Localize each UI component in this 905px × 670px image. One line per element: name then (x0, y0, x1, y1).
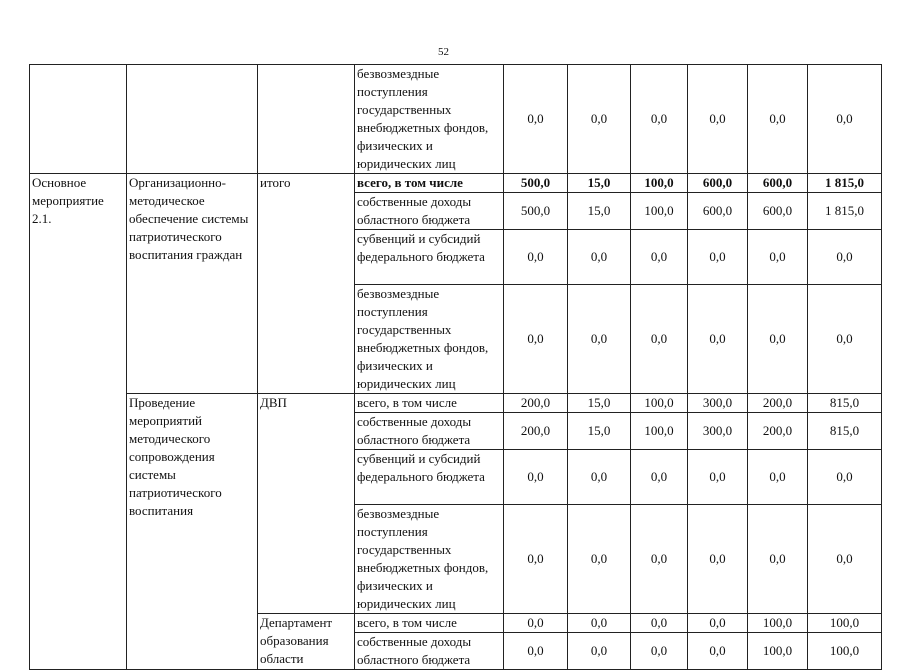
funding-source-cell: собственные доходы областного бюджета (355, 633, 504, 670)
value-cell: 0,0 (688, 450, 748, 505)
value-cell: 100,0 (808, 633, 882, 670)
value-cell: 0,0 (504, 285, 568, 394)
value-cell: 0,0 (568, 230, 631, 285)
continuation-cell-executor (258, 65, 355, 174)
value-cell: 0,0 (748, 230, 808, 285)
value-cell: 600,0 (748, 193, 808, 230)
value-cell: 0,0 (504, 614, 568, 633)
value-cell: 0,0 (568, 65, 631, 174)
table-row (30, 394, 882, 413)
value-cell: 0,0 (688, 285, 748, 394)
value-cell: 0,0 (808, 65, 882, 174)
value-cell: 0,0 (631, 633, 688, 670)
value-cell: 200,0 (504, 413, 568, 450)
value-cell: 815,0 (808, 394, 882, 413)
value-cell: 1 815,0 (808, 174, 882, 193)
value-cell: 1 815,0 (808, 193, 882, 230)
value-cell: 0,0 (688, 65, 748, 174)
value-cell: 200,0 (748, 394, 808, 413)
funding-source-cell: субвенций и субсидий федерального бюджета (355, 450, 504, 505)
value-cell: 0,0 (748, 505, 808, 614)
value-cell: 0,0 (631, 614, 688, 633)
value-cell: 0,0 (568, 505, 631, 614)
value-cell: 815,0 (808, 413, 882, 450)
value-cell: 300,0 (688, 413, 748, 450)
funding-source-cell: собственные доходы областного бюджета (355, 193, 504, 230)
funding-source-cell: всего, в том числе (355, 614, 504, 633)
value-cell: 15,0 (568, 413, 631, 450)
value-cell: 0,0 (688, 505, 748, 614)
value-cell: 0,0 (568, 633, 631, 670)
value-cell: 0,0 (748, 285, 808, 394)
main-event-cell: Основное мероприятие 2.1. (30, 174, 127, 670)
value-cell: 100,0 (808, 614, 882, 633)
value-cell: 15,0 (568, 193, 631, 230)
value-cell: 0,0 (504, 450, 568, 505)
value-cell: 15,0 (568, 394, 631, 413)
budget-table (29, 64, 882, 670)
value-cell: 0,0 (504, 505, 568, 614)
value-cell: 0,0 (504, 633, 568, 670)
funding-source-cell: безвозмездные поступления государственных внебюджетных фондов, физических и юридических лиц (355, 505, 504, 614)
value-cell: 100,0 (631, 394, 688, 413)
value-cell: 0,0 (688, 230, 748, 285)
value-cell: 0,0 (748, 65, 808, 174)
executor-cell: Департамент образования области (258, 614, 355, 670)
value-cell: 0,0 (504, 230, 568, 285)
funding-source-cell: всего, в том числе (355, 394, 504, 413)
value-cell: 200,0 (748, 413, 808, 450)
value-cell: 500,0 (504, 193, 568, 230)
value-cell: 100,0 (748, 633, 808, 670)
value-cell: 500,0 (504, 174, 568, 193)
funding-source-cell: собственные доходы областного бюджета (355, 413, 504, 450)
value-cell: 0,0 (748, 450, 808, 505)
value-cell: 100,0 (631, 193, 688, 230)
executor-cell: итого (258, 174, 355, 394)
value-cell: 0,0 (631, 230, 688, 285)
continuation-cell-main (30, 65, 127, 174)
value-cell: 0,0 (808, 505, 882, 614)
value-cell: 0,0 (568, 285, 631, 394)
funding-source-cell: субвенций и субсидий федерального бюджета (355, 230, 504, 285)
value-cell: 100,0 (748, 614, 808, 633)
value-cell: 0,0 (631, 65, 688, 174)
value-cell: 0,0 (808, 285, 882, 394)
continuation-cell-event (127, 65, 258, 174)
value-cell: 15,0 (568, 174, 631, 193)
value-cell: 0,0 (568, 450, 631, 505)
value-cell: 0,0 (504, 65, 568, 174)
value-cell: 300,0 (688, 394, 748, 413)
event-name-cell: Организационно-методическое обеспечение системы патриотического воспитания граждан (127, 174, 258, 394)
value-cell: 100,0 (631, 413, 688, 450)
value-cell: 600,0 (688, 174, 748, 193)
table-row (30, 65, 882, 174)
event-name-cell: Проведение мероприятий методического сопровождения системы патриотического воспитания (127, 394, 258, 670)
table-row (30, 174, 882, 193)
value-cell: 0,0 (631, 285, 688, 394)
value-cell: 0,0 (688, 633, 748, 670)
funding-source-cell: безвозмездные поступления государственных внебюджетных фондов, физических и юридических лиц (355, 285, 504, 394)
value-cell: 0,0 (808, 450, 882, 505)
value-cell: 0,0 (631, 505, 688, 614)
value-cell: 0,0 (688, 614, 748, 633)
value-cell: 0,0 (568, 614, 631, 633)
page-number: 52 (438, 46, 449, 58)
value-cell: 100,0 (631, 174, 688, 193)
executor-cell: ДВП (258, 394, 355, 614)
value-cell: 600,0 (748, 174, 808, 193)
value-cell: 0,0 (631, 450, 688, 505)
value-cell: 0,0 (808, 230, 882, 285)
funding-source-cell: всего, в том числе (355, 174, 504, 193)
funding-source-cell: безвозмездные поступления государственных внебюджетных фондов, физических и юридических лиц (355, 65, 504, 174)
value-cell: 200,0 (504, 394, 568, 413)
value-cell: 600,0 (688, 193, 748, 230)
